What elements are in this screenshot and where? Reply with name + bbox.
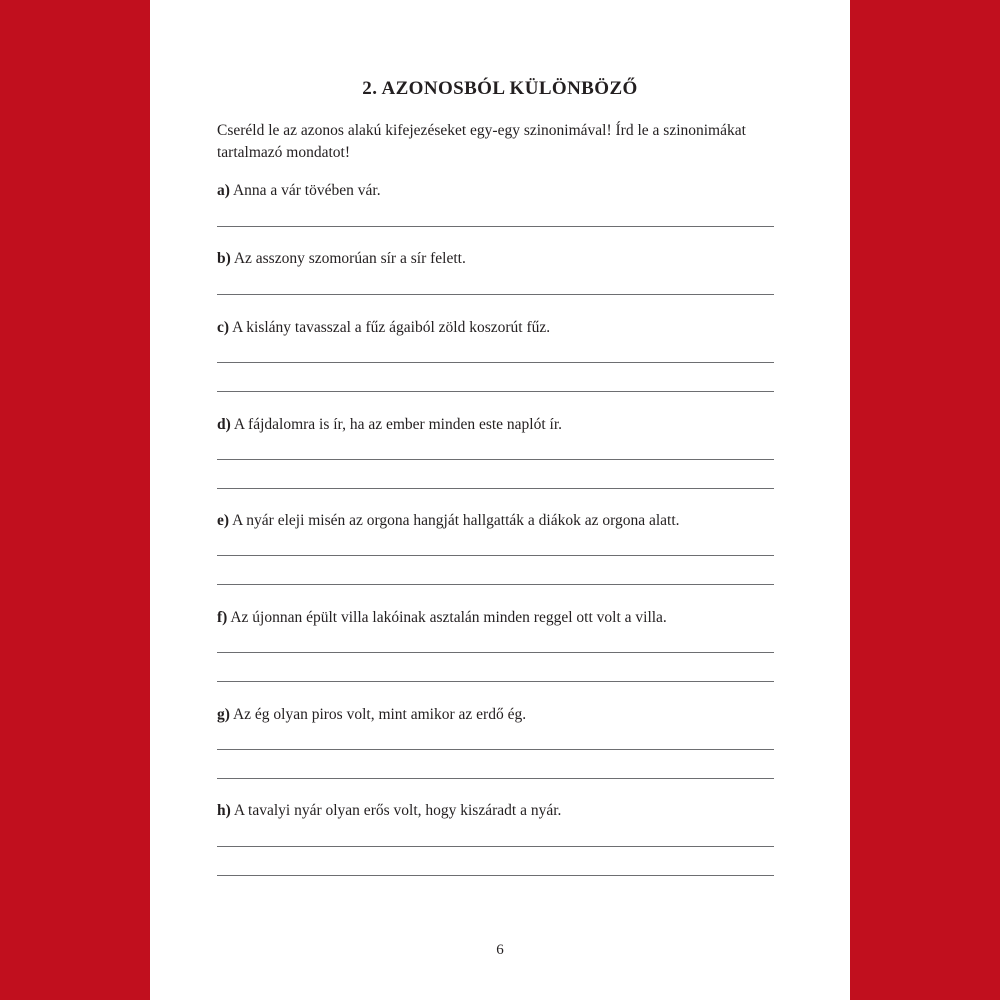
exercise-text: A kislány tavasszal a fűz ágaiból zöld koszorút fűz. xyxy=(229,319,551,336)
answer-line[interactable] xyxy=(217,555,774,556)
exercise-sentence xyxy=(217,415,774,435)
answer-line[interactable] xyxy=(217,459,774,460)
exercise-text: A nyár eleji misén az orgona hangját hallgatták a diákok az orgona alatt. xyxy=(229,512,680,529)
exercise-text: A tavalyi nyár olyan erős volt, hogy kiszáradt a nyár. xyxy=(230,802,562,819)
answer-line[interactable] xyxy=(217,226,774,227)
exercise-d xyxy=(217,415,774,435)
exercise-f xyxy=(217,608,774,628)
exercise-sentence xyxy=(217,249,774,269)
exercise-e xyxy=(217,511,774,531)
exercise-text: Az újonnan épült villa lakóinak asztalán minden reggel ott volt a villa. xyxy=(227,609,667,626)
answer-line[interactable] xyxy=(217,488,774,489)
exercise-a xyxy=(217,181,774,201)
exercise-text: Az asszony szomorúan sír a sír felett. xyxy=(230,250,466,267)
answer-line[interactable] xyxy=(217,875,774,876)
exercise-letter: b) xyxy=(217,250,231,267)
exercise-sentence xyxy=(217,801,774,821)
exercise-letter: a) xyxy=(217,182,230,199)
exercise-sentence xyxy=(217,608,774,628)
exercise-text: A fájdalomra is ír, ha az ember minden este naplót ír. xyxy=(230,416,563,433)
exercise-sentence xyxy=(217,318,774,338)
page-title: 2. AZONOSBÓL KÜLÖNBÖZŐ xyxy=(362,78,638,99)
exercise-text: Az ég olyan piros volt, mint amikor az erdő ég. xyxy=(229,706,527,723)
left-red-border xyxy=(0,0,150,1000)
exercise-b xyxy=(217,249,774,269)
answer-line[interactable] xyxy=(217,584,774,585)
exercise-letter: h) xyxy=(217,802,231,819)
answer-line[interactable] xyxy=(217,391,774,392)
exercise-h xyxy=(217,801,774,821)
answer-line[interactable] xyxy=(217,778,774,779)
exercise-c xyxy=(217,318,774,338)
exercise-letter: g) xyxy=(217,706,230,723)
exercise-g xyxy=(217,705,774,725)
answer-line[interactable] xyxy=(217,846,774,847)
exercise-letter: e) xyxy=(217,512,230,529)
answer-line[interactable] xyxy=(217,294,774,295)
right-red-border xyxy=(850,0,1000,1000)
exercise-letter: f) xyxy=(217,609,228,626)
answer-line[interactable] xyxy=(217,681,774,682)
worksheet-page xyxy=(150,0,850,1000)
answer-line[interactable] xyxy=(217,362,774,363)
answer-line[interactable] xyxy=(217,749,774,750)
exercise-sentence xyxy=(217,705,774,725)
exercise-sentence xyxy=(217,511,774,531)
exercise-text: Anna a vár tövében vár. xyxy=(229,182,381,199)
instructions-text: Cseréld le az azonos alakú kifejezéseket egy-egy szinonimával! Írd le a szinonimákat tartalmazó mondatot! xyxy=(217,122,746,161)
exercise-letter: d) xyxy=(217,416,231,433)
page-number: 6 xyxy=(496,942,504,958)
exercise-letter: c) xyxy=(217,319,230,336)
answer-line[interactable] xyxy=(217,652,774,653)
exercise-sentence xyxy=(217,181,774,201)
